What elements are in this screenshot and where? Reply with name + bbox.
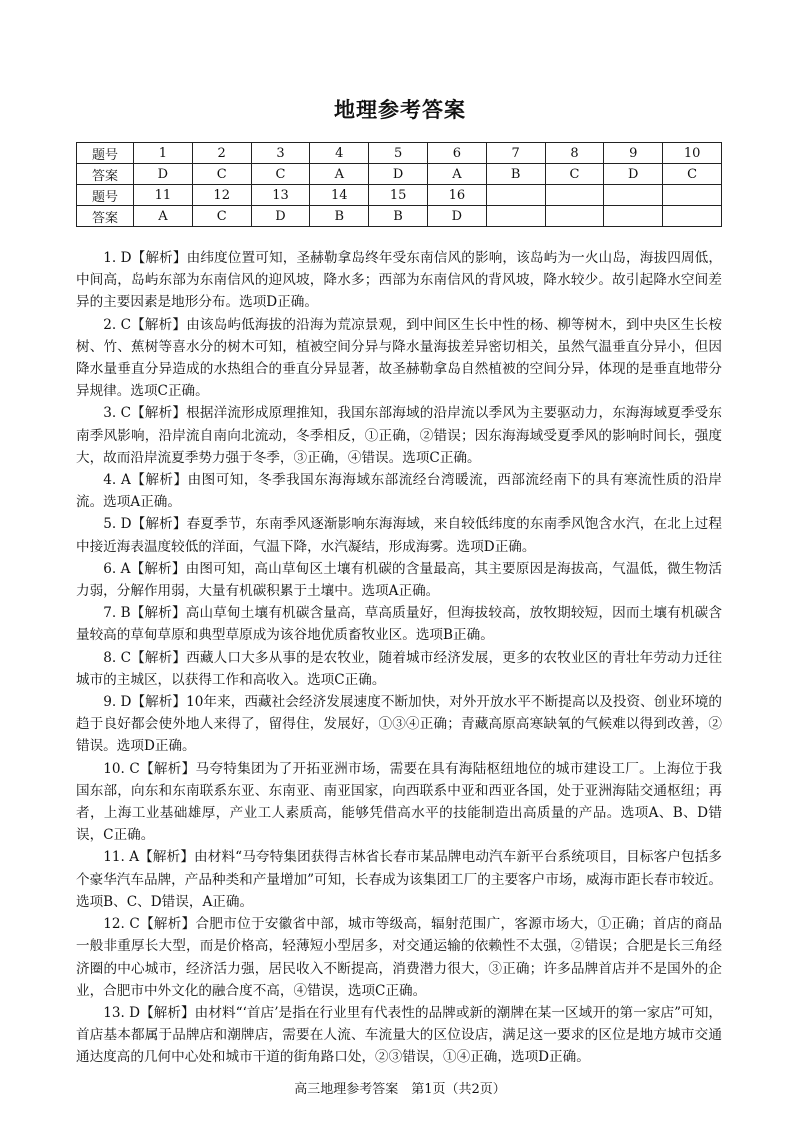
table-cell: 10 (663, 143, 722, 164)
table-cell: 9 (604, 143, 663, 164)
row-label: 答案 (77, 164, 134, 185)
explanation-paragraph: 11. A【解析】由材料“马夸特集团获得吉林省长春市某品牌电动汽车新平台系统项目，目标客户包括多个豪华汽车品牌，产品种类和产量增加”可知，长春成为该集团工厂的主要客户市场，威海市距长春市较近。选项B、C、D错误，A正确。 (76, 849, 722, 910)
table-cell: D (251, 206, 310, 227)
table-cell: B (310, 206, 369, 227)
explanation-paragraph: 12. C【解析】合肥市位于安徽省中部，城市等级高，辐射范围广，客源市场大，①正确；首店的商品一般非重厚长大型，而是价格高，轻薄短小型居多，对交通运输的依赖性不太强，②错误；合肥是长三角经济圈的中心城市，经济活力强，居民收入不断提高，消费潜力很大，③正确；许多品牌首店并不是国外的企业，合肥市中外文化的融合度不高，④错误，选项C正确。 (76, 916, 722, 999)
page-title: 地理参考答案 (334, 98, 466, 122)
table-row (77, 185, 722, 206)
explanation-paragraph: 7. B【解析】高山草甸土壤有机碳含量高，草高质量好，但海拔较高，放牧期较短，因而土壤有机碳含量较高的草甸草原和典型草原成为该谷地优质畜牧业区。选项B正确。 (76, 605, 722, 644)
table-cell: 13 (251, 185, 310, 206)
answer-table (76, 142, 722, 227)
table-cell: 14 (310, 185, 369, 206)
explanation-paragraph: 8. C【解析】西藏人口大多从事的是农牧业，随着城市经济发展，更多的农牧业区的青壮年劳动力迁往城市的主城区，以获得工作和高收入。选项C正确。 (76, 649, 722, 688)
table-cell: A (134, 206, 193, 227)
table-cell: C (251, 164, 310, 185)
explanation-paragraph: 10. C【解析】马夸特集团为了开拓亚洲市场，需要在具有海陆枢纽地位的城市建设工厂。上海位于我国东部，向东和东南联系东亚、东南亚、南亚国家，向西联系中亚和西亚各国，处于亚洲海陆交通枢纽；再者，上海工业基础雄厚，产业工人素质高，能够凭借高水平的技能制造出高质量的产品。选项A、B、D错误，C正确。 (76, 760, 722, 844)
table-cell: 3 (251, 143, 310, 164)
table-row (77, 164, 722, 185)
table-cell (663, 206, 722, 227)
table-cell: 11 (134, 185, 193, 206)
row-label: 题号 (77, 143, 134, 164)
table-cell: D (427, 206, 486, 227)
explanation-paragraph: 3. C【解析】根据洋流形成原理推知，我国东部海域的沿岸流以季风为主要驱动力，东海海域夏季受东南季风影响，沿岸流自南向北流动，冬季相反，①正确，②错误；因东海海域受夏季风的影响时间长，强度大，故而沿岸流夏季势力强于冬季，③正确，④错误。选项C正确。 (76, 405, 722, 466)
table-cell (486, 185, 545, 206)
table-row (77, 143, 722, 164)
table-cell: B (486, 164, 545, 185)
table-cell: 16 (427, 185, 486, 206)
table-cell: A (310, 164, 369, 185)
table-cell: 6 (427, 143, 486, 164)
table-cell: A (427, 164, 486, 185)
table-cell (545, 185, 604, 206)
row-label: 题号 (77, 185, 134, 206)
table-cell (545, 206, 604, 227)
table-cell: C (192, 164, 251, 185)
table-cell: D (369, 164, 428, 185)
table-cell (604, 206, 663, 227)
answer-table-body (77, 143, 722, 227)
explanation-paragraph: 9. D【解析】10年来，西藏社会经济发展速度不断加快，对外开放水平不断提高以及投资、创业环境的趋于良好都会使外地人来得了，留得住，发展好，①③④正确；青藏高原高寒缺氧的气候难以得到改善，②错误。选项D正确。 (76, 694, 722, 755)
table-cell: 8 (545, 143, 604, 164)
table-cell: 5 (369, 143, 428, 164)
explanation-paragraph: 5. D【解析】春夏季节，东南季风逐渐影响东海海域，来自较低纬度的东南季风饱含水汽，在北上过程中接近海表温度较低的洋面，气温下降，水汽凝结，形成海雾。选项D正确。 (76, 516, 722, 555)
table-cell: 1 (134, 143, 193, 164)
explanation-paragraph: 6. A【解析】由图可知，高山草甸区土壤有机碳的含量最高，其主要原因是海拔高，气温低，微生物活力弱，分解作用弱，大量有机碳积累于土壤中。选项A正确。 (76, 560, 722, 600)
table-row (77, 206, 722, 227)
explanation-paragraph: 13. D【解析】由材料“‘首店’是指在行业里有代表性的品牌或新的潮牌在某一区域开的第一家店”可知，首店基本都属于品牌店和潮牌店，需要在人流、车流量大的区位设店，满足这一要求的区位是地方城市交通通达度高的几何中心处和城市干道的街角路口处，②③错误，①④正确，选项D正确。 (76, 1004, 722, 1066)
table-cell: 7 (486, 143, 545, 164)
table-cell (604, 185, 663, 206)
table-cell: C (663, 164, 722, 185)
explanation-paragraph: 2. C【解析】由该岛屿低海拔的沿海为荒凉景观，到中间区生长中性的杨、柳等树木，到中央区生长桉树、竹、蕉树等喜水分的树木可知，植被空间分异与降水量海拔差异密切相关，虽然气温垂直分异小，但因降水量垂直分异造成的水热组合的垂直分异显著，故圣赫勒拿岛自然植被的空间分异，体现的是垂直地带分异规律。选项C正确。 (76, 316, 722, 400)
explanations (76, 247, 722, 1069)
table-cell (486, 206, 545, 227)
row-label: 答案 (77, 206, 134, 227)
table-cell: B (369, 206, 428, 227)
explanation-paragraph: 1. D【解析】由纬度位置可知，圣赫勒拿岛终年受东南信风的影响，该岛屿为一火山岛，海拔四周低，中间高，岛屿东部为东南信风的迎风坡，降水多；西部为东南信风的背风坡，降水较少。故引起降水空间差异的主要因素是地形分布。选项D正确。 (76, 250, 722, 311)
table-cell: D (604, 164, 663, 185)
table-cell: 2 (192, 143, 251, 164)
table-cell: D (134, 164, 193, 185)
explanation-paragraph: 4. A【解析】由图可知，冬季我国东海海域东部流经台湾暖流，西部流经南下的具有寒流性质的沿岸流。选项A正确。 (76, 472, 722, 511)
table-cell: C (192, 206, 251, 227)
table-cell: 4 (310, 143, 369, 164)
table-cell: C (545, 164, 604, 185)
table-cell: 15 (369, 185, 428, 206)
page-footer: 高三地理参考答案 第1页（共2页） (294, 1082, 506, 1097)
table-cell: 12 (192, 185, 251, 206)
table-cell (663, 185, 722, 206)
